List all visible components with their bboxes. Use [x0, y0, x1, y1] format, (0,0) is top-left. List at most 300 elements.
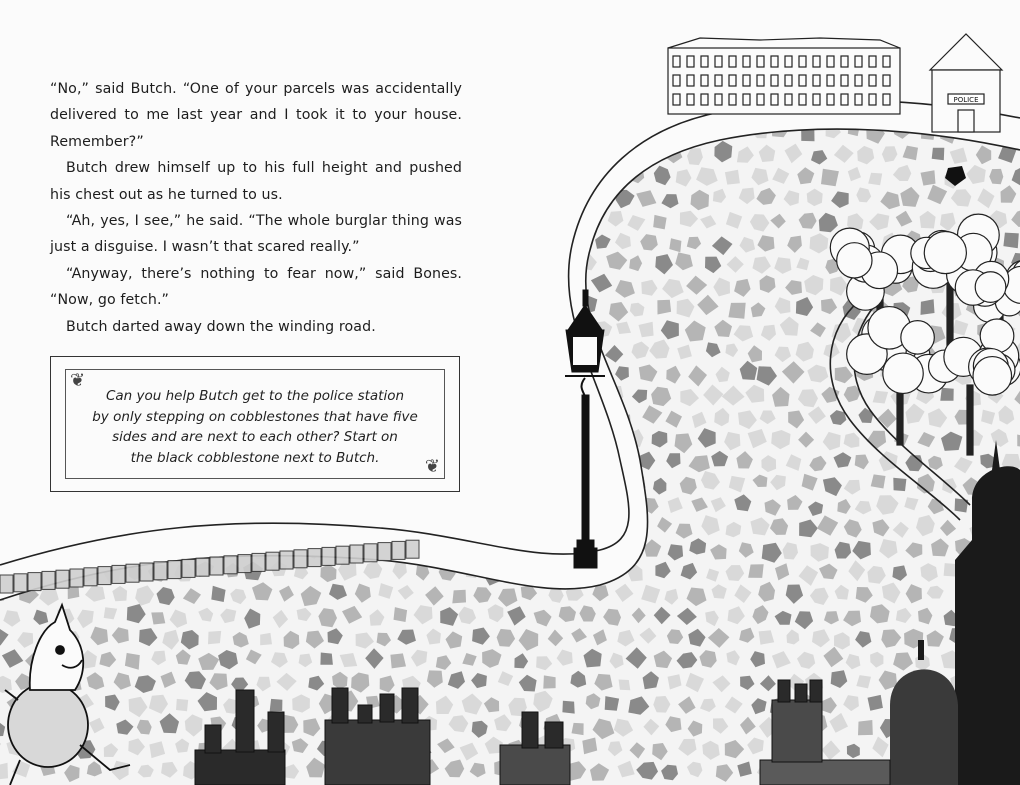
cobblestone[interactable]	[585, 213, 599, 228]
window	[673, 75, 680, 86]
cobblestone[interactable]	[602, 126, 623, 145]
cobblestone[interactable]	[16, 366, 31, 384]
cobblestone[interactable]	[605, 696, 619, 711]
cobblestone[interactable]	[116, 500, 131, 515]
cobblestone[interactable]	[463, 212, 479, 229]
cobblestone[interactable]	[220, 518, 235, 533]
cobblestone[interactable]	[183, 495, 201, 512]
window	[771, 75, 778, 86]
cobblestone[interactable]	[9, 478, 24, 492]
cobblestone[interactable]	[462, 252, 479, 270]
window	[687, 75, 694, 86]
cobblestone[interactable]	[534, 258, 550, 274]
cobblestone[interactable]	[558, 435, 570, 450]
cobblestone[interactable]	[619, 680, 631, 691]
cobblestone[interactable]	[518, 536, 539, 557]
cobblestone[interactable]	[531, 520, 547, 535]
cobblestone[interactable]	[61, 495, 81, 515]
cobblestone[interactable]	[489, 434, 504, 449]
cobblestone[interactable]	[547, 497, 563, 514]
cobblestone[interactable]	[390, 515, 410, 536]
cobblestone[interactable]	[534, 389, 550, 406]
window	[785, 94, 792, 105]
police-station-icon	[930, 34, 1002, 132]
cobblestone[interactable]	[438, 517, 458, 534]
window	[799, 75, 806, 86]
cobblestone[interactable]	[510, 386, 528, 404]
cobblestone[interactable]	[0, 280, 7, 298]
cobblestone[interactable]	[509, 341, 528, 359]
cobblestone[interactable]	[32, 388, 51, 409]
cobblestone[interactable]	[0, 231, 9, 248]
terrace-buildings-icon	[668, 38, 900, 114]
cobblestone[interactable]	[473, 543, 488, 560]
puzzle-line: the black cobblestone next to Butch.	[130, 449, 380, 466]
cobblestone[interactable]	[543, 454, 560, 471]
window	[813, 75, 820, 86]
curb-brick	[406, 540, 419, 558]
cobblestone[interactable]	[75, 524, 90, 540]
cobblestone[interactable]	[33, 345, 48, 361]
cobblestone[interactable]	[475, 499, 489, 513]
cobblestone[interactable]	[29, 300, 45, 314]
cobblestone[interactable]	[727, 121, 744, 137]
cobblestone[interactable]	[398, 497, 417, 515]
puzzle-text	[66, 386, 444, 468]
cobblestone[interactable]	[293, 517, 312, 537]
cobblestone[interactable]	[530, 124, 549, 143]
cobblestone[interactable]	[210, 498, 225, 516]
cobblestone[interactable]	[355, 495, 372, 512]
cobblestone[interactable]	[137, 496, 149, 509]
cobblestone[interactable]	[504, 123, 527, 144]
cobblestone[interactable]	[458, 434, 477, 450]
cobblestone[interactable]	[486, 475, 504, 493]
cobblestone[interactable]	[0, 518, 1, 536]
cobblestone[interactable]	[519, 190, 539, 210]
flourish-icon: ❦	[424, 456, 440, 477]
cobblestone[interactable]	[493, 499, 509, 516]
cobblestone[interactable]	[519, 408, 533, 424]
window	[827, 94, 834, 105]
cobblestone[interactable]	[482, 210, 500, 227]
cobblestone[interactable]	[1, 389, 20, 408]
cobblestone[interactable]	[18, 499, 36, 518]
curb-brick	[294, 550, 307, 568]
cobblestone[interactable]	[538, 210, 553, 226]
cobblestone[interactable]	[19, 278, 36, 294]
cobblestone[interactable]	[605, 477, 619, 491]
cobblestone[interactable]	[534, 301, 547, 314]
cobblestone[interactable]	[521, 275, 540, 292]
window	[715, 94, 722, 105]
cobblestone[interactable]	[460, 386, 475, 399]
cobblestone[interactable]	[447, 496, 462, 513]
cobblestone[interactable]	[547, 192, 562, 206]
cobblestone[interactable]	[627, 522, 643, 539]
cobblestone[interactable]	[90, 541, 105, 555]
cobblestone[interactable]	[5, 297, 27, 316]
cobblestone[interactable]	[450, 546, 465, 562]
window	[701, 56, 708, 67]
cobblestone[interactable]	[0, 103, 9, 119]
cobblestone[interactable]	[469, 360, 488, 379]
curb-brick	[266, 552, 279, 570]
cobblestone[interactable]	[0, 122, 1, 139]
cobblestone[interactable]	[561, 519, 576, 533]
cobblestone[interactable]	[583, 126, 600, 143]
cobblestone[interactable]	[921, 299, 935, 315]
cobblestone[interactable]	[675, 125, 691, 142]
cobblestone[interactable]	[489, 302, 505, 320]
curb-brick	[238, 555, 251, 573]
cobblestone[interactable]	[531, 480, 545, 493]
cobblestone[interactable]	[77, 342, 89, 355]
story-paragraph: “Ah, yes, I see,” he said. “The whole burglar thing was just a disguise. I wasn’t that scared really.”	[50, 213, 462, 256]
cobblestone[interactable]	[234, 500, 252, 515]
curb-brick	[28, 573, 41, 591]
curb-brick	[140, 563, 153, 581]
cobblestone[interactable]	[522, 322, 540, 341]
window	[785, 56, 792, 67]
cobblestone[interactable]	[6, 256, 21, 271]
cobblestone[interactable]	[594, 456, 613, 473]
window	[827, 75, 834, 86]
window	[827, 56, 834, 67]
cobblestone[interactable]	[232, 539, 252, 557]
cobblestone[interactable]	[20, 412, 36, 429]
tree-foliage	[883, 353, 923, 393]
window	[841, 94, 848, 105]
curb-brick	[56, 570, 69, 588]
cobblestone[interactable]	[16, 186, 31, 203]
cobblestone[interactable]	[461, 165, 479, 182]
cobblestone[interactable]	[0, 388, 2, 406]
cobblestone[interactable]	[595, 501, 612, 518]
cobblestone[interactable]	[30, 122, 50, 140]
cobblestone[interactable]	[30, 429, 46, 447]
cobblestone[interactable]	[544, 324, 559, 339]
cobblestone[interactable]	[32, 520, 46, 537]
tree-trunk	[967, 385, 973, 455]
window	[729, 56, 736, 67]
window	[715, 75, 722, 86]
cobblestone[interactable]	[255, 497, 271, 514]
cobblestone[interactable]	[1012, 120, 1020, 140]
cobblestone[interactable]	[514, 256, 528, 273]
cobblestone[interactable]	[521, 144, 535, 160]
cobblestone[interactable]	[280, 501, 298, 517]
cobblestone[interactable]	[543, 675, 555, 688]
cobblestone[interactable]	[497, 453, 516, 473]
cobblestone[interactable]	[893, 478, 906, 491]
cobblestone[interactable]	[545, 278, 560, 293]
cobblestone[interactable]	[460, 474, 475, 491]
cobblestone[interactable]	[0, 455, 10, 474]
cobblestone[interactable]	[320, 653, 333, 665]
curb-brick	[350, 545, 363, 563]
curb-brick	[224, 556, 237, 574]
cobblestone[interactable]	[0, 369, 9, 385]
cobblestone[interactable]	[200, 521, 216, 538]
cobblestone[interactable]	[540, 411, 558, 431]
cobblestone[interactable]	[210, 540, 226, 557]
cobblestone[interactable]	[585, 164, 599, 182]
cobblestone[interactable]	[4, 208, 22, 225]
cobblestone[interactable]	[512, 166, 530, 185]
cobblestone[interactable]	[7, 345, 18, 356]
cobblestone[interactable]	[270, 699, 283, 712]
cobblestone[interactable]	[567, 103, 584, 119]
cobblestone[interactable]	[475, 324, 491, 342]
cobblestone[interactable]	[0, 410, 11, 425]
cobblestone[interactable]	[183, 538, 202, 559]
cobblestone[interactable]	[516, 363, 537, 381]
cobblestone[interactable]	[636, 146, 656, 165]
cobblestone[interactable]	[483, 385, 502, 406]
cobblestone[interactable]	[594, 192, 610, 208]
cobblestone[interactable]	[619, 101, 631, 114]
curb-brick	[196, 558, 209, 576]
cobblestone[interactable]	[523, 104, 540, 123]
cobblestone[interactable]	[0, 191, 12, 210]
cobblestone[interactable]	[424, 539, 442, 558]
cobblestone[interactable]	[486, 520, 500, 535]
cobblestone[interactable]	[109, 539, 129, 559]
cobblestone[interactable]	[158, 500, 178, 518]
cobblestone[interactable]	[602, 517, 623, 535]
cobblestone[interactable]	[593, 103, 608, 120]
cobblestone[interactable]	[523, 456, 539, 472]
cobblestone[interactable]	[138, 540, 153, 556]
cobblestone[interactable]	[559, 390, 578, 411]
cobblestone[interactable]	[473, 188, 493, 208]
cobblestone[interactable]	[463, 299, 479, 318]
cobblestone[interactable]	[547, 101, 565, 118]
window	[869, 75, 876, 86]
story-paragraph: “Anyway, there’s nothing to fear now,” said Bones. “Now, go fetch.”	[50, 265, 462, 309]
cobblestone[interactable]	[858, 720, 873, 735]
cobblestone[interactable]	[513, 304, 526, 317]
cobblestone[interactable]	[8, 122, 24, 138]
cobblestone[interactable]	[940, 388, 953, 401]
cobblestone[interactable]	[208, 631, 221, 644]
cobblestone[interactable]	[510, 207, 528, 227]
cobblestone[interactable]	[564, 187, 583, 203]
cobblestone[interactable]	[0, 763, 8, 780]
window	[841, 75, 848, 86]
cobblestone[interactable]	[29, 170, 49, 189]
cobblestone[interactable]	[906, 103, 923, 120]
curb-brick	[42, 571, 55, 589]
cobblestone[interactable]	[473, 410, 494, 428]
cobblestone[interactable]	[497, 407, 515, 425]
cobblestone[interactable]	[543, 366, 562, 382]
cobblestone[interactable]	[514, 431, 528, 446]
cobblestone[interactable]	[496, 320, 510, 337]
window	[883, 94, 890, 105]
curb-brick	[154, 562, 167, 580]
cobblestone[interactable]	[1003, 233, 1018, 249]
cobblestone[interactable]	[648, 120, 669, 142]
cobblestone[interactable]	[19, 326, 32, 340]
cobblestone[interactable]	[617, 539, 636, 557]
window	[673, 94, 680, 105]
cobblestone[interactable]	[497, 189, 517, 208]
window	[771, 56, 778, 67]
cobblestone[interactable]	[0, 499, 9, 516]
curb-brick	[70, 569, 83, 587]
cobblestone[interactable]	[425, 497, 438, 512]
cobblestone[interactable]	[331, 501, 350, 516]
cobblestone[interactable]	[126, 343, 140, 357]
cobblestone[interactable]	[607, 561, 621, 577]
cobblestone[interactable]	[535, 562, 556, 581]
cobblestone[interactable]	[485, 345, 502, 364]
cobblestone[interactable]	[32, 255, 47, 270]
cobblestone[interactable]	[25, 211, 44, 229]
cobblestone[interactable]	[473, 457, 488, 472]
tree-foliage	[980, 319, 1014, 353]
cobblestone[interactable]	[614, 454, 633, 474]
cobblestone[interactable]	[642, 102, 658, 118]
cobblestone[interactable]	[14, 231, 32, 249]
cobblestone[interactable]	[151, 517, 168, 537]
window	[855, 75, 862, 86]
cobblestone[interactable]	[554, 299, 573, 317]
cobblestone[interactable]	[0, 544, 6, 561]
cobblestone[interactable]	[267, 519, 284, 536]
window	[701, 94, 708, 105]
puzzle-instructions-box	[50, 356, 460, 492]
cobblestone[interactable]	[533, 339, 551, 359]
curb-brick	[308, 549, 321, 567]
cobblestone[interactable]	[176, 699, 188, 711]
cobblestone[interactable]	[471, 278, 486, 294]
window	[757, 75, 764, 86]
curb-brick	[98, 567, 111, 585]
tree-foliage	[837, 243, 872, 278]
window	[799, 56, 806, 67]
curb-brick	[252, 553, 265, 571]
cobblestone[interactable]	[18, 102, 34, 118]
cobblestone[interactable]	[558, 125, 572, 140]
cobblestone[interactable]	[306, 497, 324, 516]
cobblestone[interactable]	[487, 258, 503, 274]
cobblestone[interactable]	[544, 145, 558, 162]
curb-brick	[378, 543, 391, 561]
tree-foliage	[924, 232, 966, 274]
cobblestone[interactable]	[494, 237, 511, 254]
cobblestone[interactable]	[16, 543, 30, 558]
cobblestone[interactable]	[14, 455, 32, 474]
window	[757, 94, 764, 105]
cobblestone[interactable]	[246, 523, 261, 539]
cobblestone[interactable]	[343, 518, 360, 537]
curb-brick	[0, 575, 13, 593]
cobblestone[interactable]	[375, 498, 393, 519]
tree-trunk	[947, 279, 953, 349]
cobblestone[interactable]	[7, 432, 24, 448]
cobblestone[interactable]	[485, 123, 500, 137]
cobblestone[interactable]	[477, 146, 491, 160]
window	[813, 94, 820, 105]
cobblestone[interactable]	[8, 522, 21, 534]
cobblestone[interactable]	[3, 165, 23, 183]
cobblestone[interactable]	[569, 147, 585, 163]
cobblestone[interactable]	[512, 566, 528, 585]
cobblestone[interactable]	[555, 168, 572, 187]
cobblestone[interactable]	[151, 612, 165, 624]
cobblestone[interactable]	[497, 277, 519, 296]
cobblestone[interactable]	[725, 170, 740, 185]
cobblestone[interactable]	[474, 233, 493, 251]
cobblestone[interactable]	[558, 212, 576, 230]
puzzle-frame	[65, 369, 445, 479]
cobblestone[interactable]	[629, 127, 645, 143]
cobblestone[interactable]	[701, 122, 720, 139]
cobblestone[interactable]	[87, 498, 105, 515]
cobblestone[interactable]	[0, 342, 1, 362]
puzzle-line: sides and are next to each other? Start on	[112, 429, 398, 445]
tree-foliage	[973, 357, 1012, 396]
cobblestone[interactable]	[464, 124, 480, 140]
cobblestone[interactable]	[517, 232, 535, 248]
cobblestone[interactable]	[562, 701, 574, 714]
cobblestone[interactable]	[496, 100, 510, 115]
cobblestone[interactable]	[30, 479, 45, 493]
cobblestone[interactable]	[533, 164, 551, 181]
cobblestone[interactable]	[52, 518, 67, 532]
cobblestone[interactable]	[19, 148, 34, 164]
cobblestone[interactable]	[535, 436, 550, 451]
cobblestone[interactable]	[508, 519, 524, 535]
cobblestone[interactable]	[172, 342, 189, 358]
cobblestone[interactable]	[498, 143, 516, 161]
curb-brick	[336, 546, 349, 564]
curb-brick	[280, 551, 293, 569]
cobblestone[interactable]	[452, 590, 466, 604]
cobblestone[interactable]	[572, 723, 584, 735]
cobblestone[interactable]	[500, 365, 515, 380]
cobblestone[interactable]	[546, 234, 564, 254]
cobblestone[interactable]	[162, 543, 181, 560]
cobblestone[interactable]	[522, 498, 537, 514]
cobblestone[interactable]	[260, 633, 272, 645]
cobblestone[interactable]	[541, 542, 558, 558]
window	[785, 75, 792, 86]
cobblestone[interactable]	[728, 303, 745, 319]
puzzle-line: Can you help Butch get to the police station	[105, 388, 405, 404]
cobblestone[interactable]	[41, 501, 55, 514]
cobblestone[interactable]	[102, 519, 119, 535]
cobblestone[interactable]	[0, 148, 12, 165]
cobblestone[interactable]	[462, 520, 479, 537]
cobblestone[interactable]	[590, 143, 611, 163]
cobblestone[interactable]	[486, 168, 501, 183]
curb-brick	[364, 544, 377, 562]
cobblestone[interactable]	[558, 473, 575, 489]
cobblestone[interactable]	[617, 500, 635, 515]
window	[715, 56, 722, 67]
cobblestone[interactable]	[470, 99, 489, 117]
cobblestone[interactable]	[748, 564, 764, 578]
cobblestone[interactable]	[464, 342, 480, 357]
window	[869, 94, 876, 105]
cobblestone[interactable]	[509, 475, 524, 489]
cobblestone[interactable]	[0, 325, 7, 340]
cobblestone[interactable]	[932, 148, 945, 161]
